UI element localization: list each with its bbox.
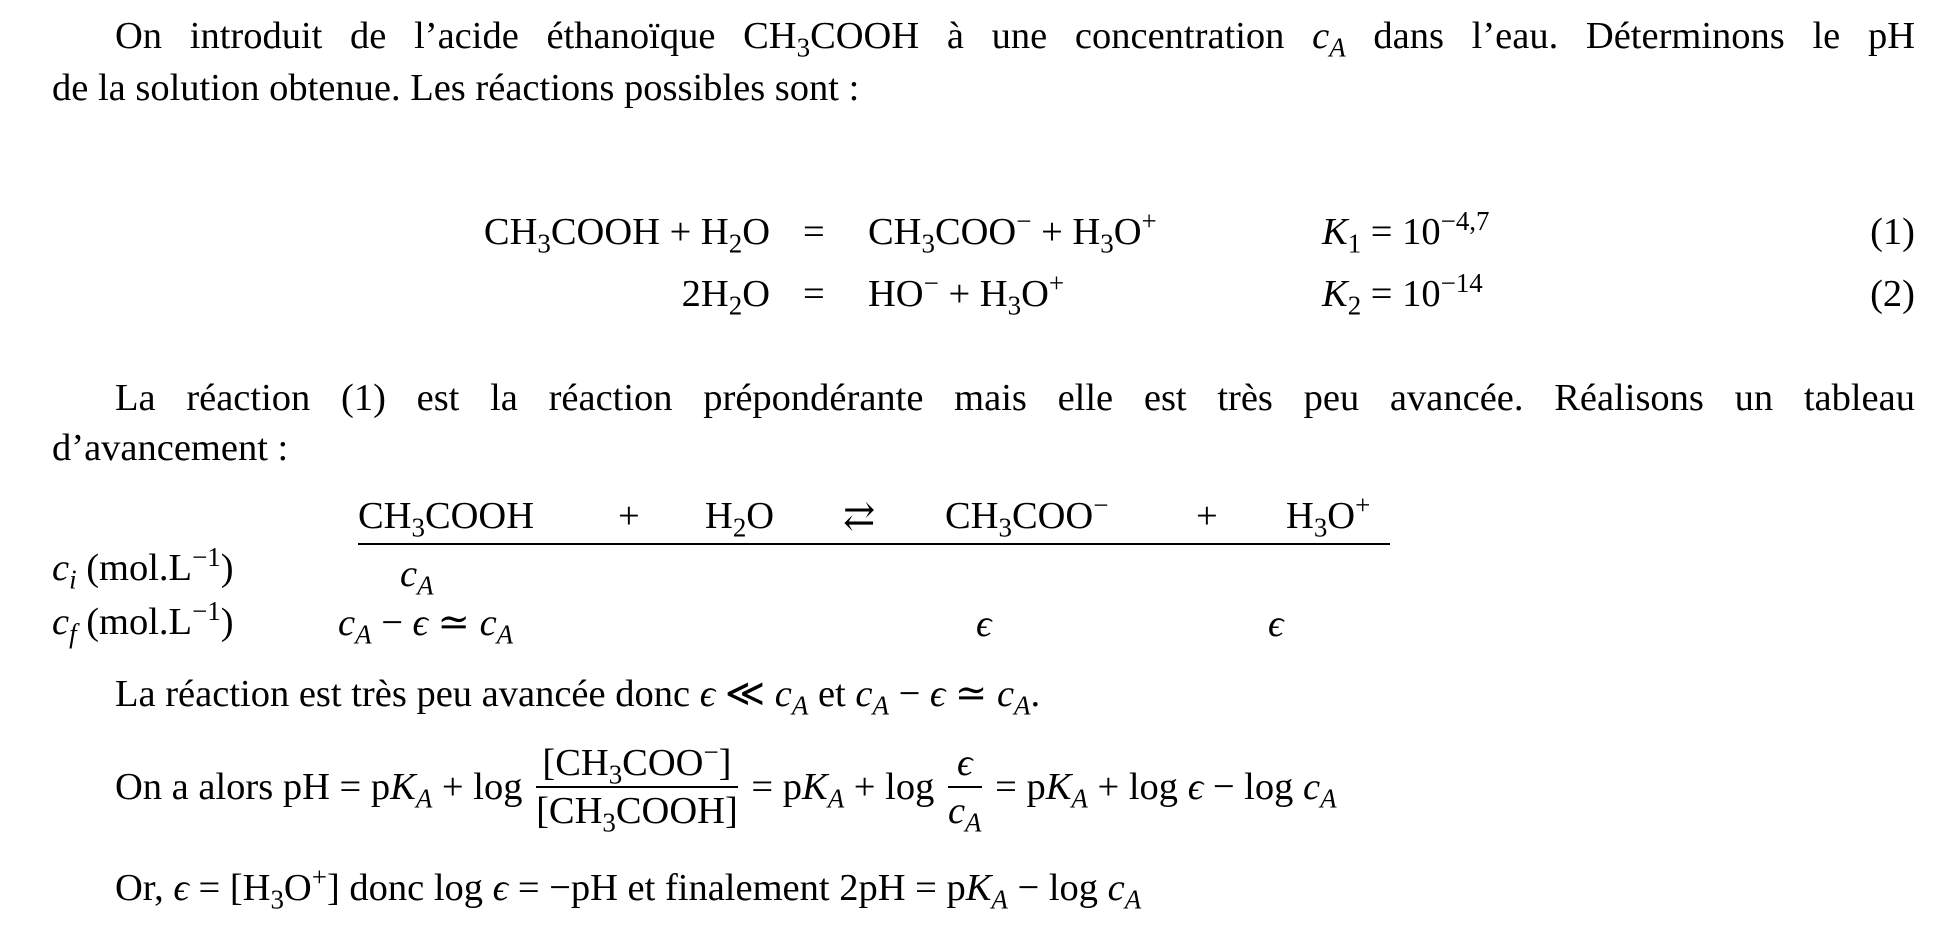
var-c-a: $c_A$ bbox=[1312, 15, 1346, 63]
table-row-initial-ca: $c_A$ bbox=[400, 553, 434, 601]
fraction-epsilon-over-ca bbox=[947, 740, 982, 838]
intro-text-a: On introduit de l’acide éthanoïque CH bbox=[115, 15, 797, 57]
intro-text-b: COOH à une concentration bbox=[810, 15, 1285, 57]
table-row-final-product-2: ϵ bbox=[1268, 603, 1284, 645]
table-row-final-product-1: ϵ bbox=[976, 603, 992, 645]
equation-2-equals: = bbox=[803, 273, 825, 315]
intro-line-2: de la solution obtenue. Les réactions possibles sont : bbox=[52, 67, 860, 109]
equation-1-number: (1) bbox=[1870, 211, 1915, 253]
equation-2-constant: $K_2 = 10^{-14}$ bbox=[1322, 268, 1483, 321]
para3-line: La réaction est très peu avancée donc ϵ ≪ $c_A$ et $c_A - \epsilon$ ≃ $c_A$. bbox=[115, 673, 1041, 721]
equation-1-constant: $K_1 = 10^{-4,7}$ bbox=[1322, 206, 1490, 259]
table-header-rule bbox=[358, 543, 1390, 545]
para2-line-1: La réaction (1) est la réaction prépondérante mais elle est très peu avancée. Réalisons un tableau bbox=[115, 377, 1915, 419]
intro-line-1: On introduit de l’acide éthanoïque $CH_3COOH$ à une concentration $c_A$ dans l’eau. Déterminons le pH bbox=[115, 15, 1916, 63]
table-header-product-1: $CH_3COO^-$ bbox=[945, 490, 1109, 543]
table-row-initial-label: $c_i$ $(mol.L^{-1})$ bbox=[52, 542, 234, 595]
fraction-1-denominator: $[CH_3COOH]$ bbox=[536, 790, 738, 838]
equation-2-number: (2) bbox=[1870, 273, 1915, 315]
table-header-product-2: $H_3O^+$ bbox=[1286, 490, 1371, 543]
equation-2-rhs: $HO^- + H_3O^+$ bbox=[868, 268, 1065, 321]
table-header-equilibrium-arrow: ⇄ bbox=[843, 496, 876, 538]
fraction-2-numerator: ϵ bbox=[948, 740, 982, 788]
table-row-final-label: $c_f$ $(mol.L^{-1})$ bbox=[52, 596, 234, 649]
para5-line: Or, $\epsilon = [H_3O^+]$ donc log ϵ = −pH et finalement $2pH = pK_A - \log c_A$ bbox=[115, 862, 1142, 915]
para2-line-2: d’avancement : bbox=[52, 427, 289, 469]
equation-2-lhs: $2H_2O$ bbox=[681, 273, 770, 321]
para4-line: On a alors pH = $pK_A + \log$ $\frac{[CH_3COO^-]}{[CH_3COOH]}$ = $pK_A + \log$ $\frac{\epsilon}{c_A}$ = $pK_A + \log \epsilon - \log c_A$ bbox=[115, 737, 1337, 838]
table-header-reactant-1: $CH_3COOH$ bbox=[358, 495, 535, 543]
table-header-plus-2: + bbox=[1196, 495, 1218, 537]
table-row-final-reactant: $c_A - \epsilon$ ≃ $c_A$ bbox=[338, 602, 514, 650]
fraction-1-numerator: $[CH_3COO^-]$ bbox=[536, 740, 738, 788]
fraction-concentration-ratio bbox=[536, 737, 738, 838]
equation-1-lhs: $CH_3COOH + H_2O$ bbox=[483, 211, 770, 259]
equation-1-equals: = bbox=[803, 211, 825, 253]
table-header-plus-1: + bbox=[618, 495, 640, 537]
intro-text-c: dans l’eau. Déterminons le pH bbox=[1373, 15, 1916, 57]
equation-1-rhs: $CH_3COO^- + H_3O^+$ bbox=[868, 206, 1157, 259]
table-header-reactant-2: $H_2O$ bbox=[705, 495, 775, 543]
fraction-2-denominator: $c_A$ bbox=[947, 790, 982, 838]
